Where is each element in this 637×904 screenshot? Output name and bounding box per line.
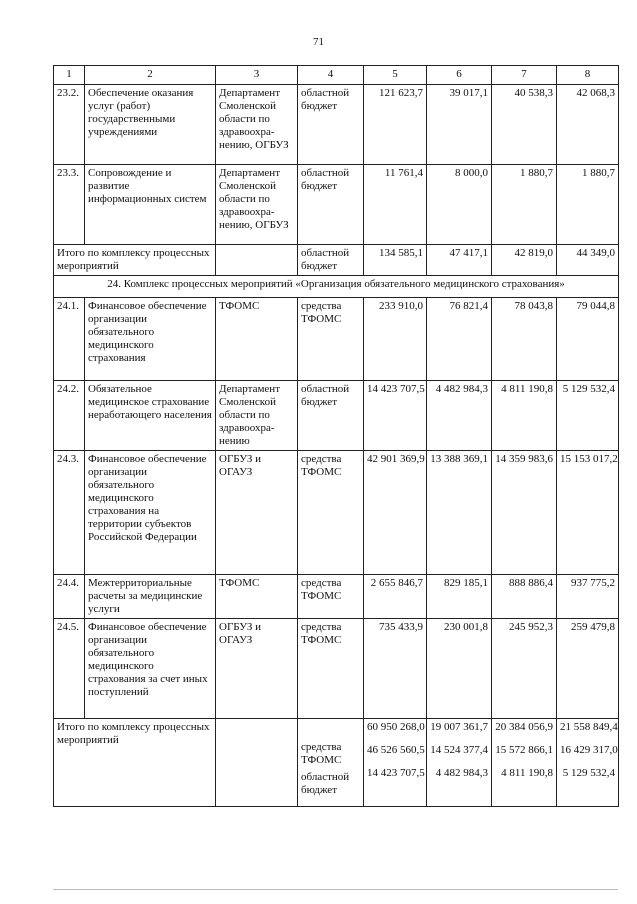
row-number: 23.3. <box>54 165 85 245</box>
funding-source: средства ТФОМС <box>298 298 364 381</box>
activity-name: Обеспечение оказания услуг (работ) государственными учреждениями <box>85 85 216 165</box>
total-budget-col5: 14 423 707,5 <box>367 767 425 779</box>
activity-name: Финансовое обеспечение организации обязательного медицинского страхования <box>85 298 216 381</box>
executor: ОГБУЗ и ОГАУЗ <box>216 619 298 719</box>
executor: Департамент Смоленской области по здравоохра-нению, ОГБУЗ <box>216 165 298 245</box>
value-col5: 233 910,0 <box>364 298 427 381</box>
row-number: 24.1. <box>54 298 85 381</box>
value-col6: 230 001,8 <box>427 619 492 719</box>
executor: ТФОМС <box>216 575 298 619</box>
value-col7: 78 043,8 <box>492 298 557 381</box>
activity-name: Обязательное медицинское страхование неработающего населения <box>85 381 216 451</box>
value-col7: 14 359 983,6 <box>492 451 557 575</box>
total-all-col6: 19 007 361,7 <box>430 721 488 733</box>
funding-source: областной бюджет <box>298 165 364 245</box>
value-col8: 1 880,7 <box>557 165 619 245</box>
header-cell: 2 <box>85 66 216 85</box>
table-row <box>54 619 619 719</box>
total-tfoms-col8: 16 429 317,0 <box>560 744 618 756</box>
executor-empty <box>216 719 298 807</box>
total-all-col7: 20 384 056,9 <box>495 721 553 733</box>
header-row <box>54 66 619 85</box>
row-number: 24.5. <box>54 619 85 719</box>
value-col7-stack <box>492 719 557 807</box>
total-tfoms-col7: 15 572 866,1 <box>495 744 553 756</box>
value-col8: 79 044,8 <box>557 298 619 381</box>
value-col5: 42 901 369,9 <box>364 451 427 575</box>
value-col8: 937 775,2 <box>557 575 619 619</box>
header-cell: 7 <box>492 66 557 85</box>
value-col6: 13 388 369,1 <box>427 451 492 575</box>
value-col6: 39 017,1 <box>427 85 492 165</box>
value-col5: 121 623,7 <box>364 85 427 165</box>
executor: ТФОМС <box>216 298 298 381</box>
row-number: 24.3. <box>54 451 85 575</box>
value-col8: 44 349,0 <box>557 245 619 276</box>
value-col5: 11 761,4 <box>364 165 427 245</box>
header-cell: 1 <box>54 66 85 85</box>
page-number: 71 <box>313 36 324 48</box>
value-col5: 134 585,1 <box>364 245 427 276</box>
funding-source: областной бюджет <box>298 245 364 276</box>
value-col7: 4 811 190,8 <box>492 381 557 451</box>
header-cell: 6 <box>427 66 492 85</box>
header-cell: 3 <box>216 66 298 85</box>
total-row <box>54 719 619 807</box>
value-col5: 2 655 846,7 <box>364 575 427 619</box>
executor: Департамент Смоленской области по здравоохра-нению <box>216 381 298 451</box>
total-budget-col8: 5 129 532,4 <box>562 767 615 779</box>
value-col6: 47 417,1 <box>427 245 492 276</box>
header-cell: 5 <box>364 66 427 85</box>
value-col7: 245 952,3 <box>492 619 557 719</box>
funding-source-tfoms: средства ТФОМС <box>301 741 342 766</box>
total-all-col5: 60 950 268,0 <box>367 721 425 733</box>
budget-table <box>53 65 619 807</box>
value-col6: 8 000,0 <box>427 165 492 245</box>
table-row <box>54 85 619 165</box>
value-col7: 40 538,3 <box>492 85 557 165</box>
executor-empty <box>216 245 298 276</box>
activity-name: Финансовое обеспечение организации обязательного медицинского страхования за счет иных поступлений <box>85 619 216 719</box>
total-label: Итого по комплексу процессных мероприятий <box>54 245 216 276</box>
value-col8: 42 068,3 <box>557 85 619 165</box>
total-label: Итого по комплексу процессных мероприятий <box>54 719 216 807</box>
value-col7: 888 886,4 <box>492 575 557 619</box>
activity-name: Финансовое обеспечение организации обязательного медицинского страхования на территории субъектов Российской Федерации <box>85 451 216 575</box>
funding-source: средства ТФОМС <box>298 451 364 575</box>
page-bottom-divider <box>53 889 618 890</box>
table-row <box>54 575 619 619</box>
total-budget-col7: 4 811 190,8 <box>501 767 553 779</box>
table-row <box>54 298 619 381</box>
value-col5: 14 423 707,5 <box>364 381 427 451</box>
activity-name: Межтерриториальные расчеты за медицинские услуги <box>85 575 216 619</box>
value-col7: 1 880,7 <box>492 165 557 245</box>
total-all-col8: 21 558 849,4 <box>560 721 618 733</box>
value-col8: 5 129 532,4 <box>557 381 619 451</box>
activity-name: Сопровождение и развитие информационных систем <box>85 165 216 245</box>
value-col6: 76 821,4 <box>427 298 492 381</box>
value-col8: 15 153 017,2 <box>557 451 619 575</box>
funding-source: областной бюджет <box>298 85 364 165</box>
row-number: 24.4. <box>54 575 85 619</box>
value-col6-stack <box>427 719 492 807</box>
funding-source-budget: областной бюджет <box>301 771 350 796</box>
value-col8-stack <box>557 719 619 807</box>
total-budget-col6: 4 482 984,3 <box>435 767 488 779</box>
total-tfoms-col5: 46 526 560,5 <box>367 744 425 756</box>
row-number: 24.2. <box>54 381 85 451</box>
total-tfoms-col6: 14 524 377,4 <box>430 744 488 756</box>
total-row <box>54 245 619 276</box>
value-col5: 735 433,9 <box>364 619 427 719</box>
value-col7: 42 819,0 <box>492 245 557 276</box>
value-col5-stack <box>364 719 427 807</box>
funding-source-stack <box>298 719 364 807</box>
table-row <box>54 165 619 245</box>
table-row <box>54 381 619 451</box>
header-cell: 4 <box>298 66 364 85</box>
header-cell: 8 <box>557 66 619 85</box>
funding-source: областной бюджет <box>298 381 364 451</box>
funding-source: средства ТФОМС <box>298 619 364 719</box>
row-number: 23.2. <box>54 85 85 165</box>
funding-source: средства ТФОМС <box>298 575 364 619</box>
table-row <box>54 451 619 575</box>
section-title: 24. Комплекс процессных мероприятий «Организация обязательного медицинского страхования» <box>54 276 619 298</box>
section-row <box>54 276 619 298</box>
value-col8: 259 479,8 <box>557 619 619 719</box>
executor: Департамент Смоленской области по здравоохра-нению, ОГБУЗ <box>216 85 298 165</box>
value-col6: 4 482 984,3 <box>427 381 492 451</box>
executor: ОГБУЗ и ОГАУЗ <box>216 451 298 575</box>
value-col6: 829 185,1 <box>427 575 492 619</box>
